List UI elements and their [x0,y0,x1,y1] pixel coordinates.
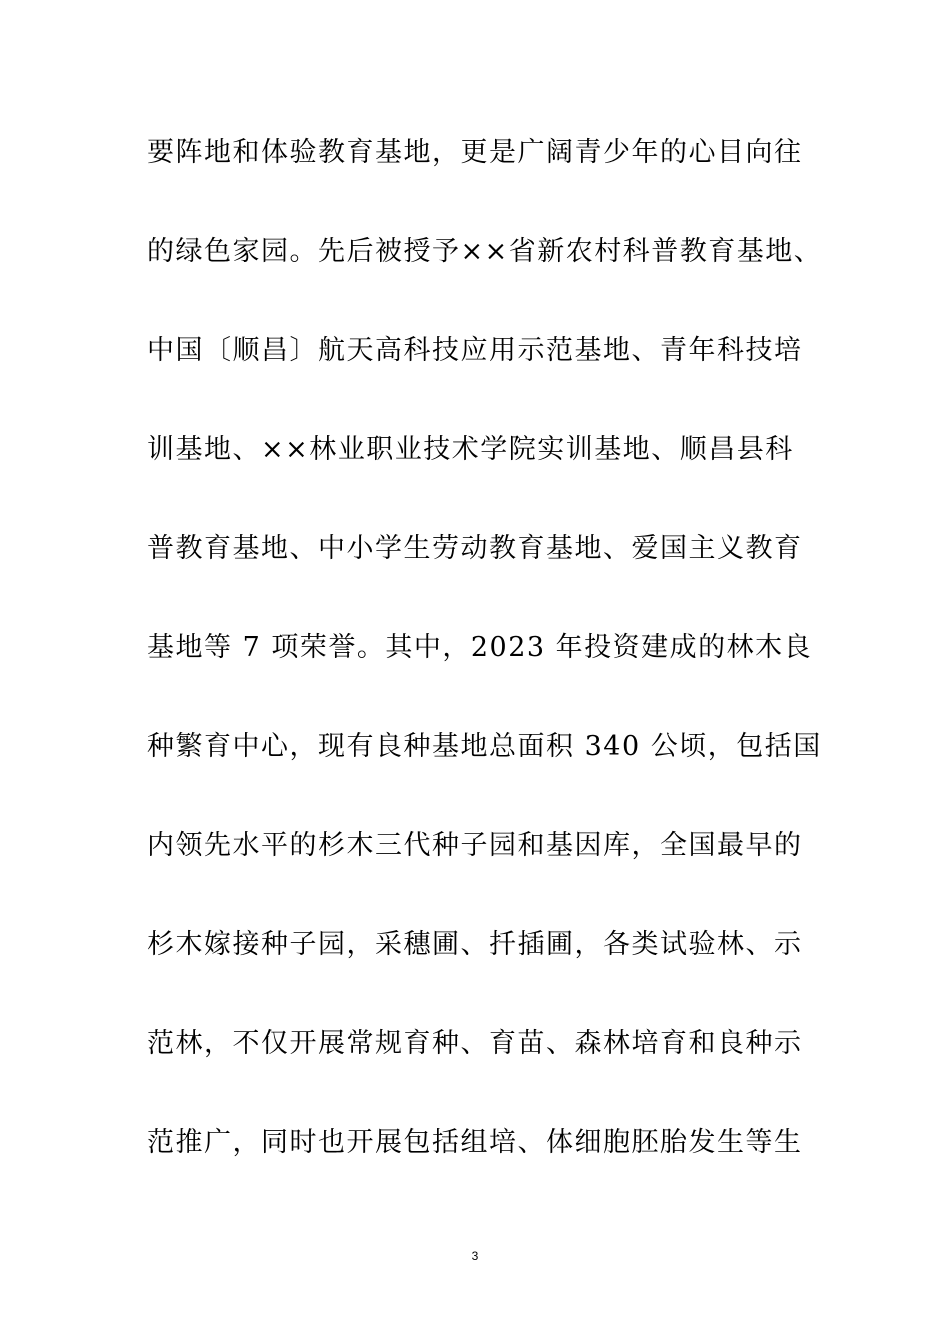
paragraph-line-9: 杉木嫁接种子园，采穗圃、扦插圃，各类试验林、示 [147,929,803,960]
paragraph-line-4: 训基地、××林业职业技术学院实训基地、顺昌县科 [147,434,794,465]
paragraph-line-5: 普教育基地、中小学生劳动教育基地、爱国主义教育 [147,533,803,564]
paragraph-line-10: 范林，不仅开展常规育种、育苗、森林培育和良种示 [147,1028,803,1059]
paragraph-line-3: 中国〔顺昌〕航天高科技应用示范基地、青年科技培 [147,335,803,366]
paragraph-line-8: 内领先水平的杉木三代种子园和基因库，全国最早的 [147,830,803,861]
paragraph-line-2: 的绿色家园。先后被授予××省新农村科普教育基地、 [147,236,823,267]
paragraph-line-11: 范推广，同时也开展包括组培、体细胞胚胎发生等生 [147,1127,803,1158]
paragraph-line-6: 基地等 7 项荣誉。其中，2023 年投资建成的林木良 [147,632,813,663]
page-number: 3 [471,1249,479,1263]
paragraph-line-7: 种繁育中心，现有良种基地总面积 340 公顷，包括国 [147,731,822,762]
paragraph-line-1: 要阵地和体验教育基地，更是广阔青少年的心目向往 [147,137,803,168]
